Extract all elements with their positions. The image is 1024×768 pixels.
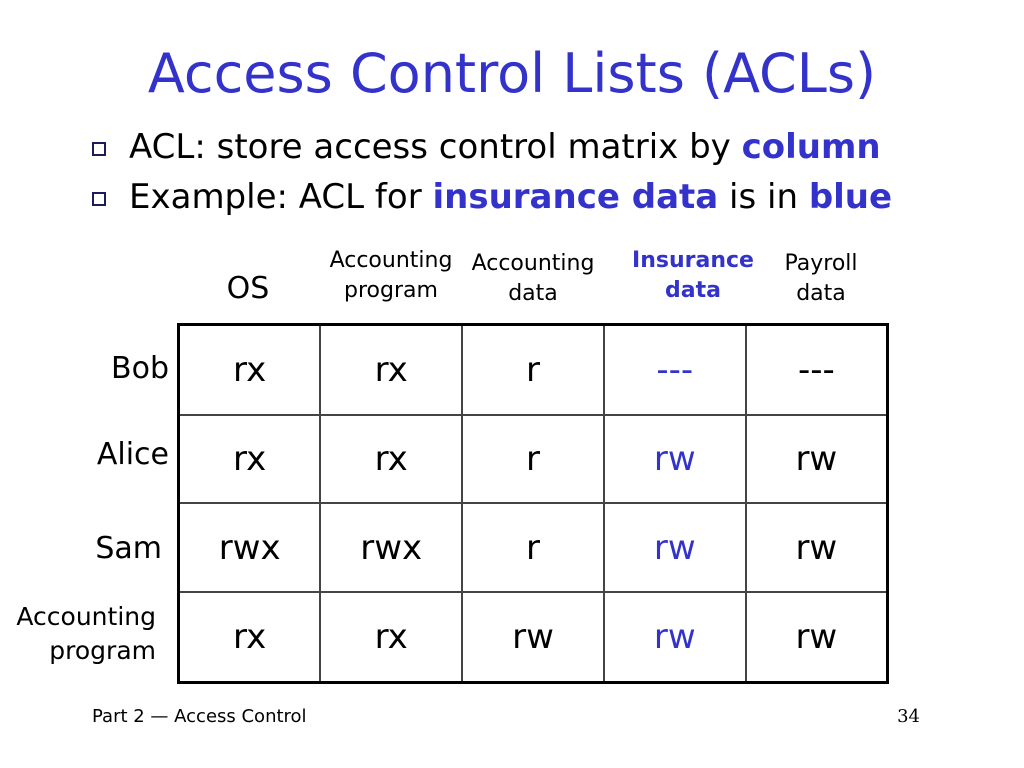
matrix-cell: --- (746, 325, 888, 415)
matrix-cell: rwx (179, 503, 321, 592)
row-header-sam (95, 531, 162, 567)
bullet-highlight: column (741, 127, 881, 167)
column-header-line1: Insurance (632, 248, 754, 273)
bullet-text-mid: is in (718, 177, 809, 217)
square-bullet-icon (92, 192, 106, 206)
matrix-cell: rx (320, 592, 462, 682)
column-header-accounting-data (462, 249, 604, 309)
matrix-cell: rw (746, 592, 888, 682)
matrix-cell: rx (179, 325, 321, 415)
square-bullet-icon (92, 142, 106, 156)
row-header-bob (111, 351, 169, 387)
row-header-line1: Sam (95, 531, 162, 566)
column-header-line1: Payroll (784, 251, 858, 276)
matrix-cell: rwx (320, 503, 462, 592)
bullet-text: ACL: store access control matrix by (129, 127, 742, 167)
matrix-cell: rw (746, 503, 888, 592)
matrix-cell: rx (179, 415, 321, 504)
column-header-line2: program (344, 278, 438, 303)
matrix-cell: rx (320, 415, 462, 504)
column-header-line1: OS (226, 271, 270, 306)
matrix-cell: r (462, 325, 604, 415)
row-header-line1: Bob (111, 351, 169, 386)
bullet-item-example (92, 174, 892, 224)
column-header-line1: Accounting (329, 248, 453, 273)
slide-title: Access Control Lists (ACLs) (147, 42, 877, 105)
matrix-cell: rw (746, 415, 888, 504)
page-number: 34 (897, 706, 920, 727)
matrix-cell-highlighted: rw (604, 592, 746, 682)
bullet-text: Example: ACL for (129, 177, 433, 217)
table-row (179, 325, 888, 415)
bullet-item-acl (92, 124, 892, 174)
row-header-alice (97, 437, 169, 473)
matrix-cell-highlighted: --- (604, 325, 746, 415)
matrix-cell-highlighted: rw (604, 503, 746, 592)
column-header-line1: Accounting (471, 251, 595, 276)
table-row (179, 592, 888, 682)
matrix-cell: r (462, 415, 604, 504)
column-header-payroll-data (750, 249, 892, 309)
row-header-line1: Alice (96, 437, 169, 472)
access-control-matrix (177, 323, 889, 684)
matrix-cell: rx (179, 592, 321, 682)
column-header-line2: data (508, 281, 558, 306)
column-header-line2: data (796, 281, 846, 306)
column-header-os (177, 271, 319, 306)
row-header-line2: program (49, 636, 156, 665)
matrix-cell: r (462, 503, 604, 592)
bullet-highlight: insurance data (432, 177, 719, 217)
footer-section-label: Part 2 — Access Control (92, 706, 307, 727)
matrix-cell: rw (462, 592, 604, 682)
row-header-accounting-program (16, 600, 156, 668)
column-header-line2: data (665, 278, 721, 303)
bullet-list (92, 124, 892, 224)
row-header-line1: Accounting (16, 602, 156, 631)
bullet-highlight-blue: blue (808, 177, 893, 217)
matrix-cell: rx (320, 325, 462, 415)
matrix-cell-highlighted: rw (604, 415, 746, 504)
table-row (179, 503, 888, 592)
column-header-accounting-program (320, 246, 462, 306)
table-row (179, 415, 888, 504)
